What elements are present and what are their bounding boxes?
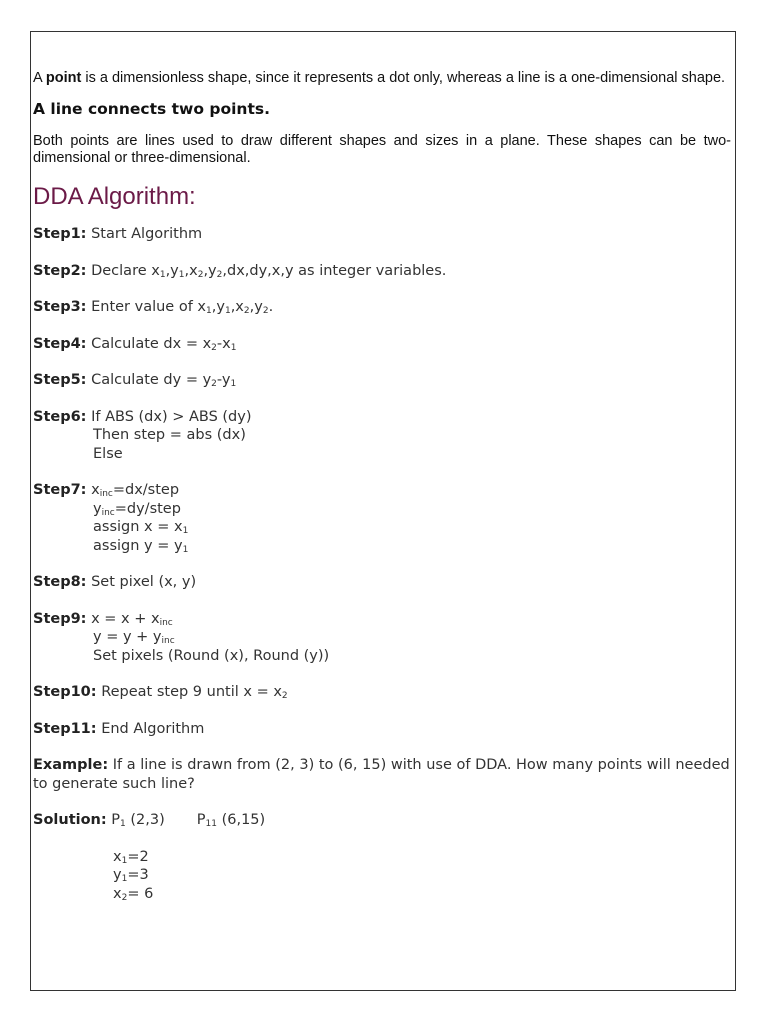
- solution-p2: $P_{11}$ (6,15): [196, 812, 266, 829]
- step-text: assign $x = x_1$: [93, 519, 189, 536]
- step-2: [33, 262, 731, 281]
- shapes-paragraph: Both points are lines used to draw different shapes and sizes in a plane. These shapes can be two-dimensional or three-dimensional.: [33, 133, 731, 166]
- solution-x2: $x_2= 6$: [113, 885, 154, 903]
- step-text: Start Algorithm: [91, 226, 203, 242]
- solution-label: Solution:: [33, 812, 107, 828]
- step-text: $x = x + x_{inc}$: [91, 610, 173, 628]
- intro-text-post: is a dimensionless shape, since it represents a dot only, whereas a line is a one-dimensional shape.: [81, 70, 726, 86]
- intro-text-pre: A: [33, 70, 46, 86]
- step-text: Declare $x_1,y_1,x_2,y_2,dx,dy,x,y$ as integer variables.: [91, 262, 447, 280]
- step-text: Then step = abs (dx): [93, 427, 246, 443]
- step-label: Step7:: [33, 482, 87, 498]
- step-text: Set pixels (Round (x), Round (y)): [93, 647, 330, 664]
- step-label: Step5:: [33, 372, 87, 388]
- step-label: Step11:: [33, 720, 97, 737]
- step-label: Step10:: [33, 684, 97, 700]
- step-label: Step9:: [33, 610, 87, 627]
- step-label: Step2:: [33, 262, 87, 279]
- page-frame: [30, 31, 736, 991]
- step-text: Enter value of $x_1,y_1,x_2,y_2$.: [91, 299, 274, 316]
- solution-y1: $y_1=3$: [113, 867, 149, 884]
- step-6: [33, 408, 731, 464]
- step-1: [33, 225, 731, 244]
- line-connects-heading: A line connects two points.: [33, 100, 270, 118]
- step-label: Step8:: [33, 574, 87, 590]
- step-text: assign $y = y_1$: [93, 537, 189, 555]
- step-7: [33, 481, 731, 555]
- step-text: Else: [93, 445, 123, 462]
- step-3: [33, 298, 731, 317]
- step-text: $y_{inc}=dy$/step: [93, 500, 181, 518]
- document-content: [33, 70, 731, 921]
- step-8: [33, 573, 731, 592]
- example: [33, 756, 731, 793]
- step-text: $y = y + y_{inc}$: [93, 629, 175, 646]
- step-5: [33, 371, 731, 390]
- step-11: [33, 720, 731, 739]
- step-label: Step4:: [33, 335, 87, 352]
- dda-heading: DDA Algorithm:: [33, 183, 196, 210]
- step-label: Step3:: [33, 299, 87, 315]
- solution: [33, 811, 731, 903]
- step-text: If ABS (dx) > ABS (dy): [91, 408, 252, 425]
- step-label: Step1:: [33, 226, 87, 242]
- step-text: Calculate dx = $x_2-x_1$: [91, 335, 237, 353]
- intro-paragraph: [33, 70, 731, 87]
- solution-p1: $P_1$ (2,3): [111, 812, 165, 829]
- step-text: Set pixel (x, y): [91, 574, 197, 590]
- solution-x1: $x_1=2$: [113, 848, 149, 866]
- step-10: [33, 683, 731, 702]
- intro-point-word: point: [45, 70, 82, 86]
- step-text: Repeat step 9 until $x = x_2$: [101, 684, 288, 701]
- step-9: [33, 610, 731, 666]
- step-text: Calculate dy = $y_2-y_1$: [91, 372, 237, 389]
- step-label: Step6:: [33, 408, 87, 425]
- step-text: $x_{inc}=dx$/step: [91, 482, 180, 499]
- example-label: Example:: [33, 757, 109, 773]
- step-4: [33, 335, 731, 354]
- step-text: End Algorithm: [101, 720, 205, 737]
- example-text: If a line is drawn from (2, 3) to (6, 15) with use of DDA. How many points will needed to generate such line?: [33, 757, 730, 792]
